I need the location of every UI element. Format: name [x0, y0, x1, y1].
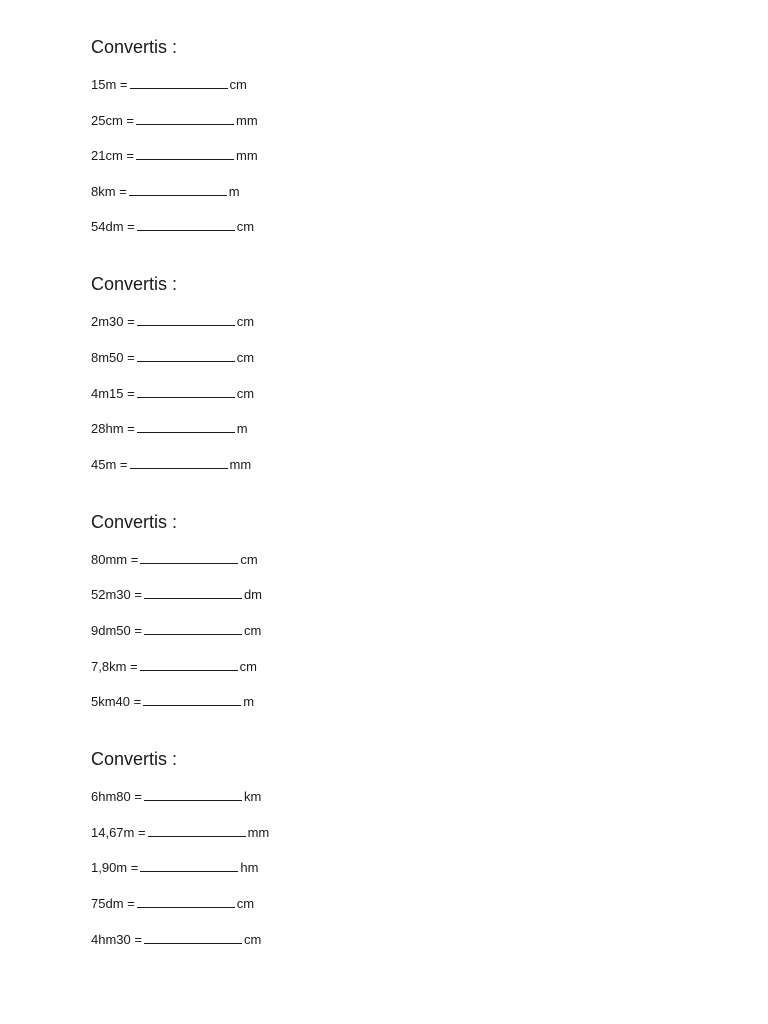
exercise-item — [91, 825, 269, 841]
section-title: Convertis : — [91, 37, 178, 57]
exercise-unit: mm — [247, 825, 270, 840]
exercise-item — [91, 314, 254, 330]
exercise-item — [91, 184, 240, 200]
answer-blank[interactable] — [137, 421, 235, 433]
exercise-unit: cm — [236, 219, 255, 234]
exercise-item — [91, 113, 258, 129]
exercise-prompt: 8km = — [91, 184, 127, 199]
exercise-prompt: 1,90m = — [91, 860, 139, 875]
exercise-item — [91, 623, 261, 639]
exercise-item — [91, 350, 254, 366]
answer-blank[interactable] — [137, 896, 235, 908]
exercise-unit: cm — [229, 77, 247, 92]
answer-blank[interactable] — [137, 386, 235, 398]
exercise-prompt: 54dm = — [91, 219, 135, 234]
exercise-unit: mm — [229, 457, 252, 472]
conversion-section-1 — [91, 36, 691, 234]
exercise-unit: cm — [239, 659, 257, 674]
exercise-prompt: 45m = — [91, 457, 128, 472]
exercise-unit: cm — [236, 350, 255, 365]
exercise-prompt: 5km40 = — [91, 694, 142, 709]
exercise-item — [91, 552, 258, 568]
section-title: Convertis : — [91, 512, 178, 532]
exercise-unit: m — [236, 421, 248, 436]
exercise-unit: m — [243, 694, 255, 709]
exercise-item — [91, 457, 251, 473]
exercise-prompt: 6hm80 = — [91, 789, 142, 804]
exercise-prompt: 28hm = — [91, 421, 135, 436]
answer-blank[interactable] — [137, 314, 235, 326]
exercise-item — [91, 148, 258, 164]
answer-blank[interactable] — [140, 860, 238, 872]
exercise-prompt: 4m15 = — [91, 386, 135, 401]
exercise-unit: cm — [240, 552, 258, 567]
exercise-unit: cm — [243, 623, 262, 638]
answer-blank[interactable] — [140, 552, 238, 564]
answer-blank[interactable] — [136, 113, 234, 125]
section-title: Convertis : — [91, 749, 178, 769]
exercise-unit: cm — [236, 314, 255, 329]
answer-blank[interactable] — [129, 184, 227, 196]
answer-blank[interactable] — [144, 587, 242, 599]
exercise-item — [91, 77, 247, 93]
exercise-item — [91, 860, 258, 876]
answer-blank[interactable] — [140, 659, 238, 671]
exercise-unit: mm — [236, 148, 258, 163]
section-title: Convertis : — [91, 274, 178, 294]
exercise-prompt: 21cm = — [91, 148, 134, 163]
answer-blank[interactable] — [137, 350, 235, 362]
exercise-prompt: 14,67m = — [91, 825, 146, 840]
answer-blank[interactable] — [136, 148, 234, 160]
conversion-section-3 — [91, 511, 691, 709]
exercise-prompt: 52m30 = — [91, 587, 142, 602]
exercise-unit: km — [243, 789, 262, 804]
exercise-unit: cm — [243, 932, 262, 947]
exercise-unit: mm — [236, 113, 258, 128]
exercise-prompt: 75dm = — [91, 896, 135, 911]
conversion-section-2 — [91, 273, 691, 472]
exercise-item — [91, 587, 262, 603]
exercise-unit: dm — [243, 587, 263, 602]
exercise-item — [91, 932, 261, 948]
answer-blank[interactable] — [130, 77, 228, 89]
exercise-item — [91, 659, 257, 675]
exercise-item — [91, 896, 254, 912]
answer-blank[interactable] — [148, 825, 246, 837]
exercise-prompt: 4hm30 = — [91, 932, 142, 947]
exercise-unit: cm — [236, 896, 255, 911]
answer-blank[interactable] — [144, 623, 242, 635]
exercise-prompt: 9dm50 = — [91, 623, 142, 638]
exercise-unit: m — [228, 184, 240, 199]
exercise-unit: hm — [240, 860, 259, 875]
exercise-prompt: 7,8km = — [91, 659, 138, 674]
answer-blank[interactable] — [130, 457, 228, 469]
exercise-unit: cm — [236, 386, 255, 401]
exercise-prompt: 15m = — [91, 77, 128, 92]
exercise-item — [91, 694, 254, 710]
conversion-section-4 — [91, 748, 691, 947]
exercise-prompt: 8m50 = — [91, 350, 135, 365]
answer-blank[interactable] — [144, 932, 242, 944]
exercise-item — [91, 789, 261, 805]
exercise-item — [91, 219, 254, 235]
exercise-item — [91, 386, 254, 402]
exercise-item — [91, 421, 248, 437]
exercise-prompt: 25cm = — [91, 113, 134, 128]
exercise-prompt: 80mm = — [91, 552, 139, 567]
answer-blank[interactable] — [143, 694, 241, 706]
answer-blank[interactable] — [144, 789, 242, 801]
answer-blank[interactable] — [137, 219, 235, 231]
exercise-prompt: 2m30 = — [91, 314, 135, 329]
